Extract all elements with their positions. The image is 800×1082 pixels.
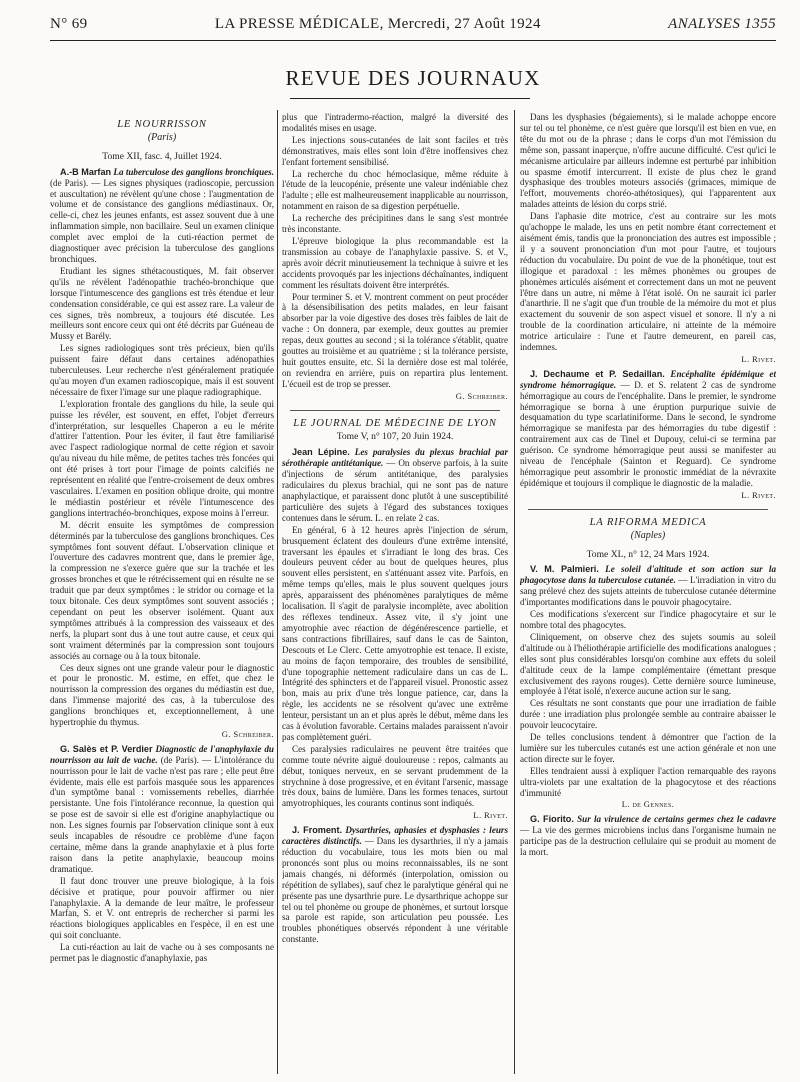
issue-number: N° 69 xyxy=(50,16,88,32)
article-paragraph: G. Salès et P. Verdier Diagnostic de l'anaphylaxie du nourrisson au lait de vache. (de Paris). — L'intolérance du nourrisson pour le lait de vache n'est pas rare ; elle peut être évidente, mais elle est parfois masquée sous les apparences d'un symptôme banal : vomissements rebelles, diarrhée persistante. Une fois l'intolérance reconnue, la question qui se pose est de savoir si elle est d'origine anaphylactique ou non. Les signes fournis par l'observation clinique sont à eux seuls incapables de résoudre ce problème d'une façon certaine, même dans la grande anaphylaxie et à plus forte raison dans la petite anaphylaxie, beaucoup moins dramatique. xyxy=(50,743,274,874)
article-paragraph: Elles tendraient aussi à expliquer l'action remarquable des rayons ultra-violets par une exaltation de la phagocytose et des réactions d'immunité xyxy=(520,765,776,798)
article-paragraph: Ces résultats ne sont constants que pour une irradiation de faible durée : une irradiation plus prolongée semble au contraire abaisser le pouvoir leucocytaire. xyxy=(520,698,776,731)
journal-section-title: LA RIFORMA MEDICA xyxy=(589,516,707,528)
article-paragraph: L'épreuve biologique la plus recommandable est la transmission au cobaye de l'anaphylaxie passive. S. et V., après avoir décrit minutieusement la technique à suivre et les accidents provoqués par les injections déchaînantes, indiquent comment les résultats doivent être interprétés. xyxy=(282,235,508,290)
article-paragraph: Ces paralysies radiculaires ne peuvent être traitées que comme toute névrite aiguë douloureuse : repos, calmants au début, toniques nerveux, en se servant prudemment de la strychnine à dose progressive, et en évitant l'arsenic, massage très doux, bains de lumière. Dans les formes tenaces, surtout amyotrophiques, les courants continus sont indiqués. xyxy=(282,743,508,809)
article-title: La tuberculose des ganglions bronchiques. xyxy=(113,166,274,177)
article-author: G. Fiorito. xyxy=(530,814,574,825)
article-paragraph: Les injections sous-cutanées de lait sont faciles et très démonstratives, mais elles sont loin d'être inoffensives chez l'enfant fortement sensibilisé. xyxy=(282,134,508,167)
article-author: J. Dechaume et P. Sedaillan. xyxy=(530,368,665,379)
article-title: Encéphalite épidémique et syndrome hémorragique. xyxy=(520,368,776,390)
section-page-number: ANALYSES 1355 xyxy=(668,16,776,32)
reviewer-signature: G. Schreiber. xyxy=(221,728,274,739)
journal-masthead: LA PRESSE MÉDICALE, Mercredi, 27 Août 1924 xyxy=(214,16,541,32)
article-paragraph: M. décrit ensuite les symptômes de compression déterminés par la tuberculose des ganglions bronchiques. Ces symptômes font souvent défaut. L'observation clinique et l'ouverture des cadavres montrent que, dans le premier âge, la compression ne s'exerce guère que sur la trachée et les grosses bronches et que le rétrécissement qui en résulte ne se traduit que par deux symptômes : le stridor ou cornage et la toux bitonale. Ces deux symptômes sont souvent associés ; cependant on peut les observer isolément. Quant aux symptômes attribués à la compression des vaisseaux et des nerfs, la plupart sont dus à une tout autre cause, et ceux qui sont vraiment déterminés par la compression sont toujours associés au cornage ou à la toux bitonale. xyxy=(50,519,274,661)
column-right xyxy=(520,112,776,1074)
article-paragraph: Dans l'aphasie dite motrice, c'est au contraire sur les mots qu'achoppe le malade, les uns en petit nombre étant correctement et aisément émis, tandis que la prononciation des autres est impossible ; il y a souvent prononciation d'un mot pour l'autre, et toujours réduction du vocabulaire. Du point de vue de la phonétique, tout est illogique et paradoxal : les mêmes phonèmes ou groupes de phonèmes articulés aisément et correctement dans un mot ne peuvent l'être dans un autre, ni même à l'état isolé. On ne saurait ici parler d'anarthrie. Il ne s'agit que d'un trouble de la mémoire du mot et plus exactement du souvenir de son aspect visuel et sonore. Il n'y a ni trouble de la coordination articulaire, ni atteinte de la mémoire motrice articulaire : l'une et l'autre demeurent, en pareil cas, indemnes. xyxy=(520,211,776,353)
article-title: Le soleil d'altitude et son action sur la phagocytose dans la tuberculose cutanée. xyxy=(520,564,776,586)
issue-info: Tome XII, fasc. 4, Juillet 1924. xyxy=(102,150,222,162)
article-paragraph: Cliniquement, on observe chez des sujets soumis au soleil d'altitude ou à l'héliothérapie artificielle des modifications analogues ; elles sont plus considérables lorsqu'on combine aux effets du soleil d'altitude ceux de la lampe complémentaire (émettant presque exclusivement des rayons rouges). Cette dernière source lumineuse, employée à l'état isolé, n'exerce aucune action sur le sang. xyxy=(520,631,776,697)
article-paragraph: L'exploration frontale des ganglions du hile, la seule qui puisse les révéler, est souvent, en effet, l'objet d'erreurs d'interprétation, sur lesquelles Chaperon a eu le mérite d'attirer l'attention. Pour les éviter, il faut être familiarisé avec l'aspect radiologique normal de cette région et savoir qu'au niveau du hile même, de petites taches très foncées qui ont été prises à tort pour l'image de points calcifiés ne représentent en réalité que l'entre-croisement de deux ombres vasculaires. L'examen en position oblique droite, qui montre le médiastin postérieur et révèle l'intumescence des ganglions intertrachéo-bronchiques, expose moins à l'erreur. xyxy=(50,398,274,518)
reviewer-signature: L. Rivet. xyxy=(473,810,508,821)
title-rule xyxy=(290,98,530,99)
article-paragraph: J. Dechaume et P. Sedaillan. Encéphalite épidémique et syndrome hémorragique. — D. et S. relatent 2 cas de syndrome hémorragique au cours de l'encéphalite. Dans le premier, le syndrome hémorragique se borna à une éruption purpurique suivie de desquamation du type scarlatiniforme. Dans le second, le syndrome hémorragique se manifesta par des hémorragies du tube digestif : contrairement aux cas de Tinel et Dupouy, celui-ci se termina par guérison. Ce syndrome hémorragique peut aussi se manifester au niveau de l'encéphale (Sainton et Reguard). Ce syndrome hémorragique peut assombrir le pronostic immédiat de la névraxite épidémique et toujours il complique le diagnostic de la maladie. xyxy=(520,368,776,488)
article-paragraph: La recherche du choc hémoclasique, même réduite à l'étude de la leucopénie, présente une valeur indéniable chez l'adulte ; elle est malheureusement inapplicable au nourrisson, notamment en raison de sa digestion perpétuelle. xyxy=(282,168,508,212)
article-paragraph: A.-B Marfan La tuberculose des ganglions bronchiques. (de Paris). — Les signes physiques (radioscopie, percussion et auscultation) ne révèlent qu'une chose : l'augmentation de volume et de consistance des ganglions médiastinaux. Or, celle-ci, chez les jeunes enfants, est assez souvent due à une inflammation simple, non bacillaire. Seul un examen clinique complet avec emploi de la cuti-réaction permet de diagnostiquer avec précision la tuberculose des ganglions bronchiques. xyxy=(50,166,274,264)
column-divider xyxy=(514,110,515,1074)
section-divider xyxy=(528,509,768,510)
page-header xyxy=(50,16,776,38)
article-paragraph: Jean Lépine. Les paralysies du plexus brachial par sérothérapie antitétanique. — On observe parfois, à la suite d'injections de sérum antitétanique, des paralysies radiculaires du plexus brachial, qui ne sont pas de nature anaphylactique, et paraissent donc plutôt à une susceptibilité particulière des sujets à l'égard des substances toxiques contenues dans le sérum. L. en relate 2 cas. xyxy=(282,447,508,523)
article-paragraph: Ces modifications s'exercent sur l'indice phagocytaire et sur le nombre total des phagocytes. xyxy=(520,609,776,630)
article-author: V. M. Palmieri. xyxy=(530,564,599,575)
article-author: A.-B Marfan xyxy=(60,166,112,177)
reviewer-signature: L. de Gennes. xyxy=(621,799,675,810)
column-left xyxy=(50,112,274,1074)
reviewer-signature: G. Schreiber. xyxy=(455,390,508,401)
column-middle xyxy=(282,112,508,1074)
article-author: Jean Lépine. xyxy=(292,447,350,458)
article-title: Sur la virulence de certains germes chez le cadavre xyxy=(577,814,776,825)
reviewer-signature: L. Rivet. xyxy=(741,489,776,500)
column-divider xyxy=(277,110,278,1074)
journal-section-title: LE NOURRISSON xyxy=(117,119,207,130)
article-paragraph: En général, 6 à 12 heures après l'injection de sérum, brusquement éclatent des douleurs d'une extrême intensité, traversant les épaules et s'irradiant le long des bras. Ces douleurs peuvent céder au bout de quelques heures, plus souvent elles persistent, en s'atténuant assez vite. Parfois, en même temps qu'elles, mais le plus souvent quelques jours après, apparaissent des phénomènes paralytiques de même localisation. Il s'agit de paralysie incomplète, avec abolition des réflexes tendineux. Assez vite, il s'y joint une amyotrophie avec réaction de dégénérescence partielle, et sans contractions fibrillaires, sauf dans le cas de Sainton, Descouts et Le Clerc. Cette amyotrophie est tenace. Il existe, au moins de façon temporaire, des troubles de sensibilité, d'une topographie nettement radiculaire dans un cas de L. Intégrité des sphincters et de l'appareil visuel. Pronostic assez bon, mais au prix d'une très longue patience, car, dans la règle, les accidents ne se résolvent qu'avec une extrême lenteur, persistant un an et plus après le début, même dans les cas à évolution favorable. Certains malades paraissent n'avoir pas complètement guéri. xyxy=(282,524,508,742)
section-divider xyxy=(290,410,500,411)
article-author: J. Froment. xyxy=(292,825,343,836)
article-paragraph: Etudiant les signes sthétacoustiques, M. fait observer qu'ils ne révèlent l'adénopathie trachéo-bronchique que lorsque l'intumescence des ganglions est très étendue et leur condensation considérable, ce qui est assez rare. La valeur de ces signes, très nombreux, a toujours été discutée. Les meilleurs sont encore ceux qui ont été décrits par Guéneau de Mussy et Barély. xyxy=(50,265,274,342)
article-paragraph: Il faut donc trouver une preuve biologique, à la fois décisive et pratique, pour pouvoir affirmer ou nier l'anaphylaxie. A la demande de leur maître, le professeur Marfan, S. et V. ont entrepris de rechercher si parmi les réactions biologiques applicables en l'espèce, il en est une qui soit concluante. xyxy=(50,875,274,941)
article-paragraph: Les signes radiologiques sont très précieux, bien qu'ils puissent faire défaut dans certaines adénopathies tuberculeuses. Leur recherche n'est généralement pratiquée qu'au moyen d'un examen radioscopique, mais il est souvent nécessaire de fixer l'image sur une plaque radiographique. xyxy=(50,343,274,397)
article-paragraph: plus que l'intradermo-réaction, malgré la diversité des modalités mises en usage. xyxy=(282,112,508,133)
journal-location: (Paris) xyxy=(147,131,177,143)
article-title: Diagnostic de l'anaphylaxie du nourrisson au lait de vache. xyxy=(50,743,274,765)
article-paragraph: De telles conclusions tendent à démontrer que l'action de la lumière sur les tubercules cutanés est une action générale et non une action directe sur le foyer. xyxy=(520,732,776,764)
article-title: Dysarthries, aphasies et dysphasies : leurs caractères distinctifs. xyxy=(282,825,508,847)
issue-info: Tome XL, n° 12, 24 Mars 1924. xyxy=(586,548,710,560)
reviewer-signature: L. Rivet. xyxy=(741,353,776,364)
header-rule xyxy=(50,40,776,41)
issue-info: Tome V, n° 107, 20 Juin 1924. xyxy=(336,431,454,443)
article-paragraph: Dans les dysphasies (bégaiements), si le malade achoppe encore sur tel ou tel phonème, ce n'est guère que lorsqu'il est bien en vue, en tête du mot ou de la phrase ; dans le corps d'un mot l'émission du même son, passant inaperçue, n'offre aucune difficulté. C'est qu'ici le mécanisme articulaire par ailleurs indemne est perturbé par inhibition ou spasme émotif intercurrent. Il existe de plus chez le grand dysphasique des troubles moteurs associés (grimaces, mimique de l'effort, mouvements choréo-athétosiques), qui l'apparentent aux malades atteints de lésion du corps strié. xyxy=(520,112,776,210)
article-title: Les paralysies du plexus brachial par sérothérapie antitétanique. xyxy=(282,447,508,469)
article-paragraph: La cuti-réaction au lait de vache ou à ses composants ne permet pas le diagnostic d'anaphylaxie, pas xyxy=(50,942,274,964)
page-title: REVUE DES JOURNAUX xyxy=(285,66,541,90)
article-paragraph: La recherche des précipitines dans le sang s'est montrée très inconstante. xyxy=(282,213,508,235)
article-paragraph: Ces deux signes ont une grande valeur pour le diagnostic et pour le pronostic. M. estime, en effet, que chez le nourrisson la compression des organes du médiastin est due, dans l'immense majorité des cas, à la tuberculose des ganglions bronchiques et, exceptionnellement, à une hypertrophie du thymus. xyxy=(50,662,274,728)
article-paragraph: Pour terminer S. et V. montrent comment on peut procéder à la désensibilisation des petits malades, en leur faisant absorber par la voie digestive des doses très faibles de lait de vache : On donnera, par exemple, deux gouttes au premier repas, deux gouttes au second ; si la tolérance s'établit, quatre gouttes au troisième et au quatrième ; si la tolérance persiste, huit gouttes ensuite, etc. Si la dernière dose est mal tolérée, on reviendra en arrière, puis on repartira plus lentement. L'écueil est de trop se presser. xyxy=(282,291,508,389)
article-paragraph: G. Fiorito. Sur la virulence de certains germes chez le cadavre — La vie des germes microbiens inclus dans l'organisme humain ne participe pas de la destruction cellulaire qui se produit au moment de la mort. xyxy=(520,814,776,858)
journal-section-title: LE JOURNAL DE MÉDECINE DE LYON xyxy=(293,417,497,429)
article-author: G. Salès et P. Verdier xyxy=(60,743,153,754)
journal-location: (Naples) xyxy=(630,529,666,541)
article-paragraph: V. M. Palmieri. Le soleil d'altitude et son action sur la phagocytose dans la tuberculose cutanée. — L'irradiation in vitro du sang prélevé chez des sujets atteints de tuberculose cutanée détermine d'importantes modifications dans le pouvoir phagocytaire. xyxy=(520,564,776,608)
article-paragraph: J. Froment. Dysarthries, aphasies et dysphasies : leurs caractères distinctifs. — Dans les dysarthries, il n'y a jamais réduction du vocabulaire, tous les mots bien ou mal prononcés sont plus ou moins reconnaissables, ils ne sont jamais changés, ni déformés (interpolation, omission ou répétition de syllabes), sauf chez le paralytique général qui ne présente pas une dysarthrie pure. Le dysarthrique achoppe sur tel ou tel phonème ou groupe de phonèmes, et surtout lorsque sa parole est rapide, son articulation peu poussée. Les troubles phonétiques observés répondent à une véritable constante. xyxy=(282,825,508,945)
